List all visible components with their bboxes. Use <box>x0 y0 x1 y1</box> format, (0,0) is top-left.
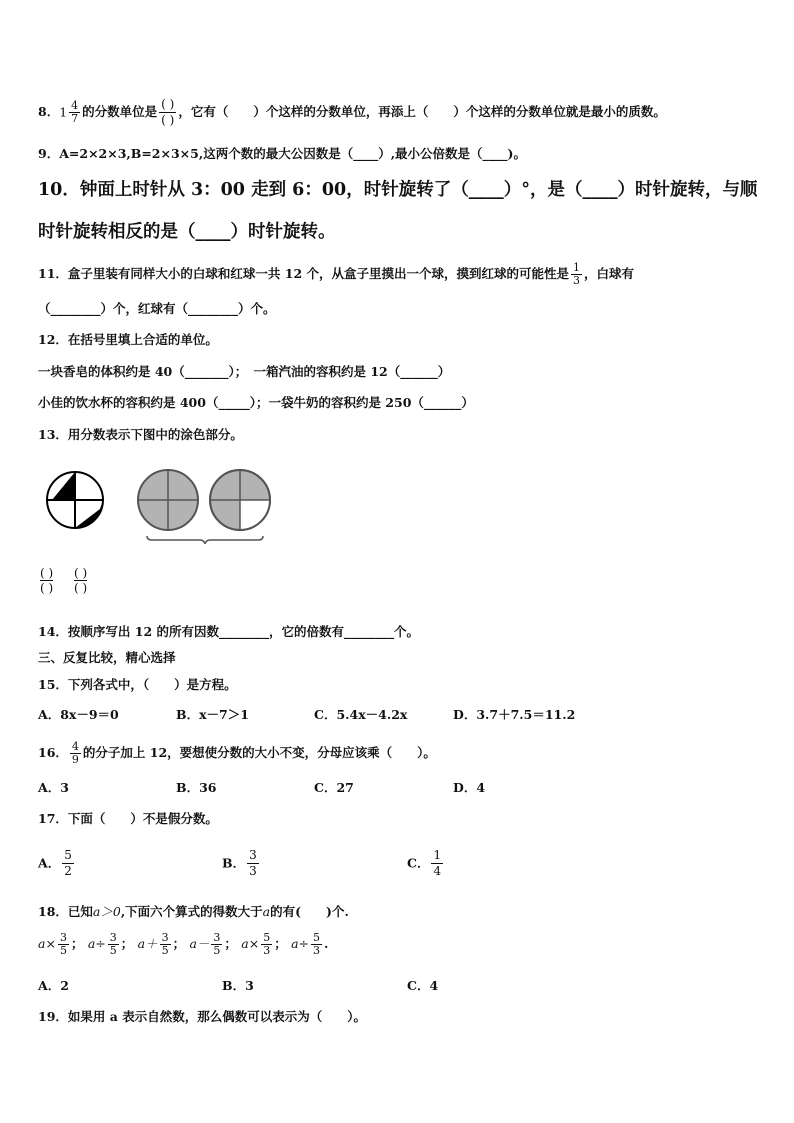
option-d: D．4 <box>453 780 486 795</box>
question-8: 8．1 $\frac{4}{7}$ 的分数单位是 $\frac{( )}{( )}$ ，它有（ ）个这样的分数单位，再添上（ ）个这样的分数单位就是最小的质数。 <box>38 97 666 127</box>
question-11: 11．盒子里装有同样大小的白球和红球一共 12 个，从盒子里摸出一个球，摸到红球的可能性是 $\frac{1}{3}$ ，白球有 <box>38 261 635 287</box>
circle-figure-2 <box>138 470 198 530</box>
answer-fraction-blank: $\frac{( )}{( )}$ <box>161 97 175 127</box>
question-12-title: 12．在括号里填上合适的单位。 <box>38 332 218 347</box>
fraction-4-9: $\frac{4}{9}$ <box>71 740 79 766</box>
mixed-whole: 1 <box>59 104 68 120</box>
circle-figure-1 <box>47 472 103 528</box>
question-17: 17．下面（ ）不是假分数。 <box>38 811 218 826</box>
expr-4: a－ $\frac{3}{5}$ ； <box>189 931 237 957</box>
expr-5: a× $\frac{5}{3}$ ； <box>241 931 287 957</box>
question-11-line-2: （________）个，红球有（________）个。 <box>38 301 276 316</box>
question-10-line-1: 10．钟面上时针从 3：00 走到 6：00，时针旋转了（____）°，是（____）时针旋转，与顺 <box>38 180 758 200</box>
question-15: 15．下列各式中，（ ）是方程。 <box>38 677 237 692</box>
option-a: A．2 <box>38 978 69 993</box>
option-a: A．3 <box>38 780 69 795</box>
option-b: B．36 <box>176 780 217 795</box>
question-14: 14．按顺序写出 12 的所有因数________，它的倍数有________个。 <box>38 624 419 639</box>
question-12-line-2: 小佳的饮水杯的容积约是 400（_____）；一袋牛奶的容积约是 250（______） <box>38 395 474 410</box>
option-c: C．5.4x－4.2x <box>314 707 408 722</box>
question-13-title: 13．用分数表示下图中的涂色部分。 <box>38 427 243 442</box>
section-3-title: 三、反复比较，精心选择 <box>38 650 176 665</box>
question-19: 19．如果用 a 表示自然数，那么偶数可以表示为（ ）。 <box>38 1009 366 1024</box>
option-a: A．8x－9＝0 <box>38 707 119 722</box>
option-b: B．x－7＞1 <box>176 707 249 722</box>
question-9: 9．A=2×2×3,B=2×3×5,这两个数的最大公因数是（____）,最小公倍数是（____)。 <box>38 146 526 161</box>
option-c: C． $\frac{1}{4}$ <box>407 848 442 878</box>
question-16: 16． $\frac{4}{9}$ 的分子加上 12，要想使分数的大小不变，分母应该乘（ ）。 <box>38 740 436 766</box>
shaded-figures <box>40 464 280 544</box>
option-b: B． $\frac{3}{3}$ <box>222 848 257 878</box>
answer-fraction-1: ( ) ( ) <box>40 566 54 595</box>
option-d: D．3.7＋7.5＝11.2 <box>453 707 576 722</box>
question-number: 8． <box>38 104 60 119</box>
expr-2: a÷ $\frac{3}{5}$ ； <box>87 931 134 957</box>
option-c: C．27 <box>314 780 354 795</box>
expr-6: a÷ $\frac{5}{3}$ . <box>291 931 329 957</box>
option-b: B．3 <box>222 978 254 993</box>
expr-3: a＋ $\frac{3}{5}$ ； <box>137 931 186 957</box>
question-18-expressions <box>38 932 328 957</box>
option-c: C．4 <box>407 978 439 993</box>
answer-fraction-2: ( ) ( ) <box>74 566 88 595</box>
question-12-line-1: 一块香皂的体积约是 40（_______）； 一箱汽油的容积约是 12（______） <box>38 364 451 379</box>
option-a: A． $\frac{5}{2}$ <box>38 848 72 878</box>
circle-figure-3 <box>210 470 270 530</box>
question-17-options <box>0 848 794 888</box>
question-10-line-2: 时针旋转相反的是（____）时针旋转。 <box>38 222 336 242</box>
question-18: 18．已知a＞0,下面六个算式的得数大于a的有( )个. <box>38 904 349 919</box>
fraction-1-3: $\frac{1}{3}$ <box>573 261 580 287</box>
brace <box>147 536 263 544</box>
fraction-4-7: $\frac{4}{7}$ <box>71 99 79 125</box>
expr-1: a× $\frac{3}{5}$ ； <box>38 931 84 957</box>
